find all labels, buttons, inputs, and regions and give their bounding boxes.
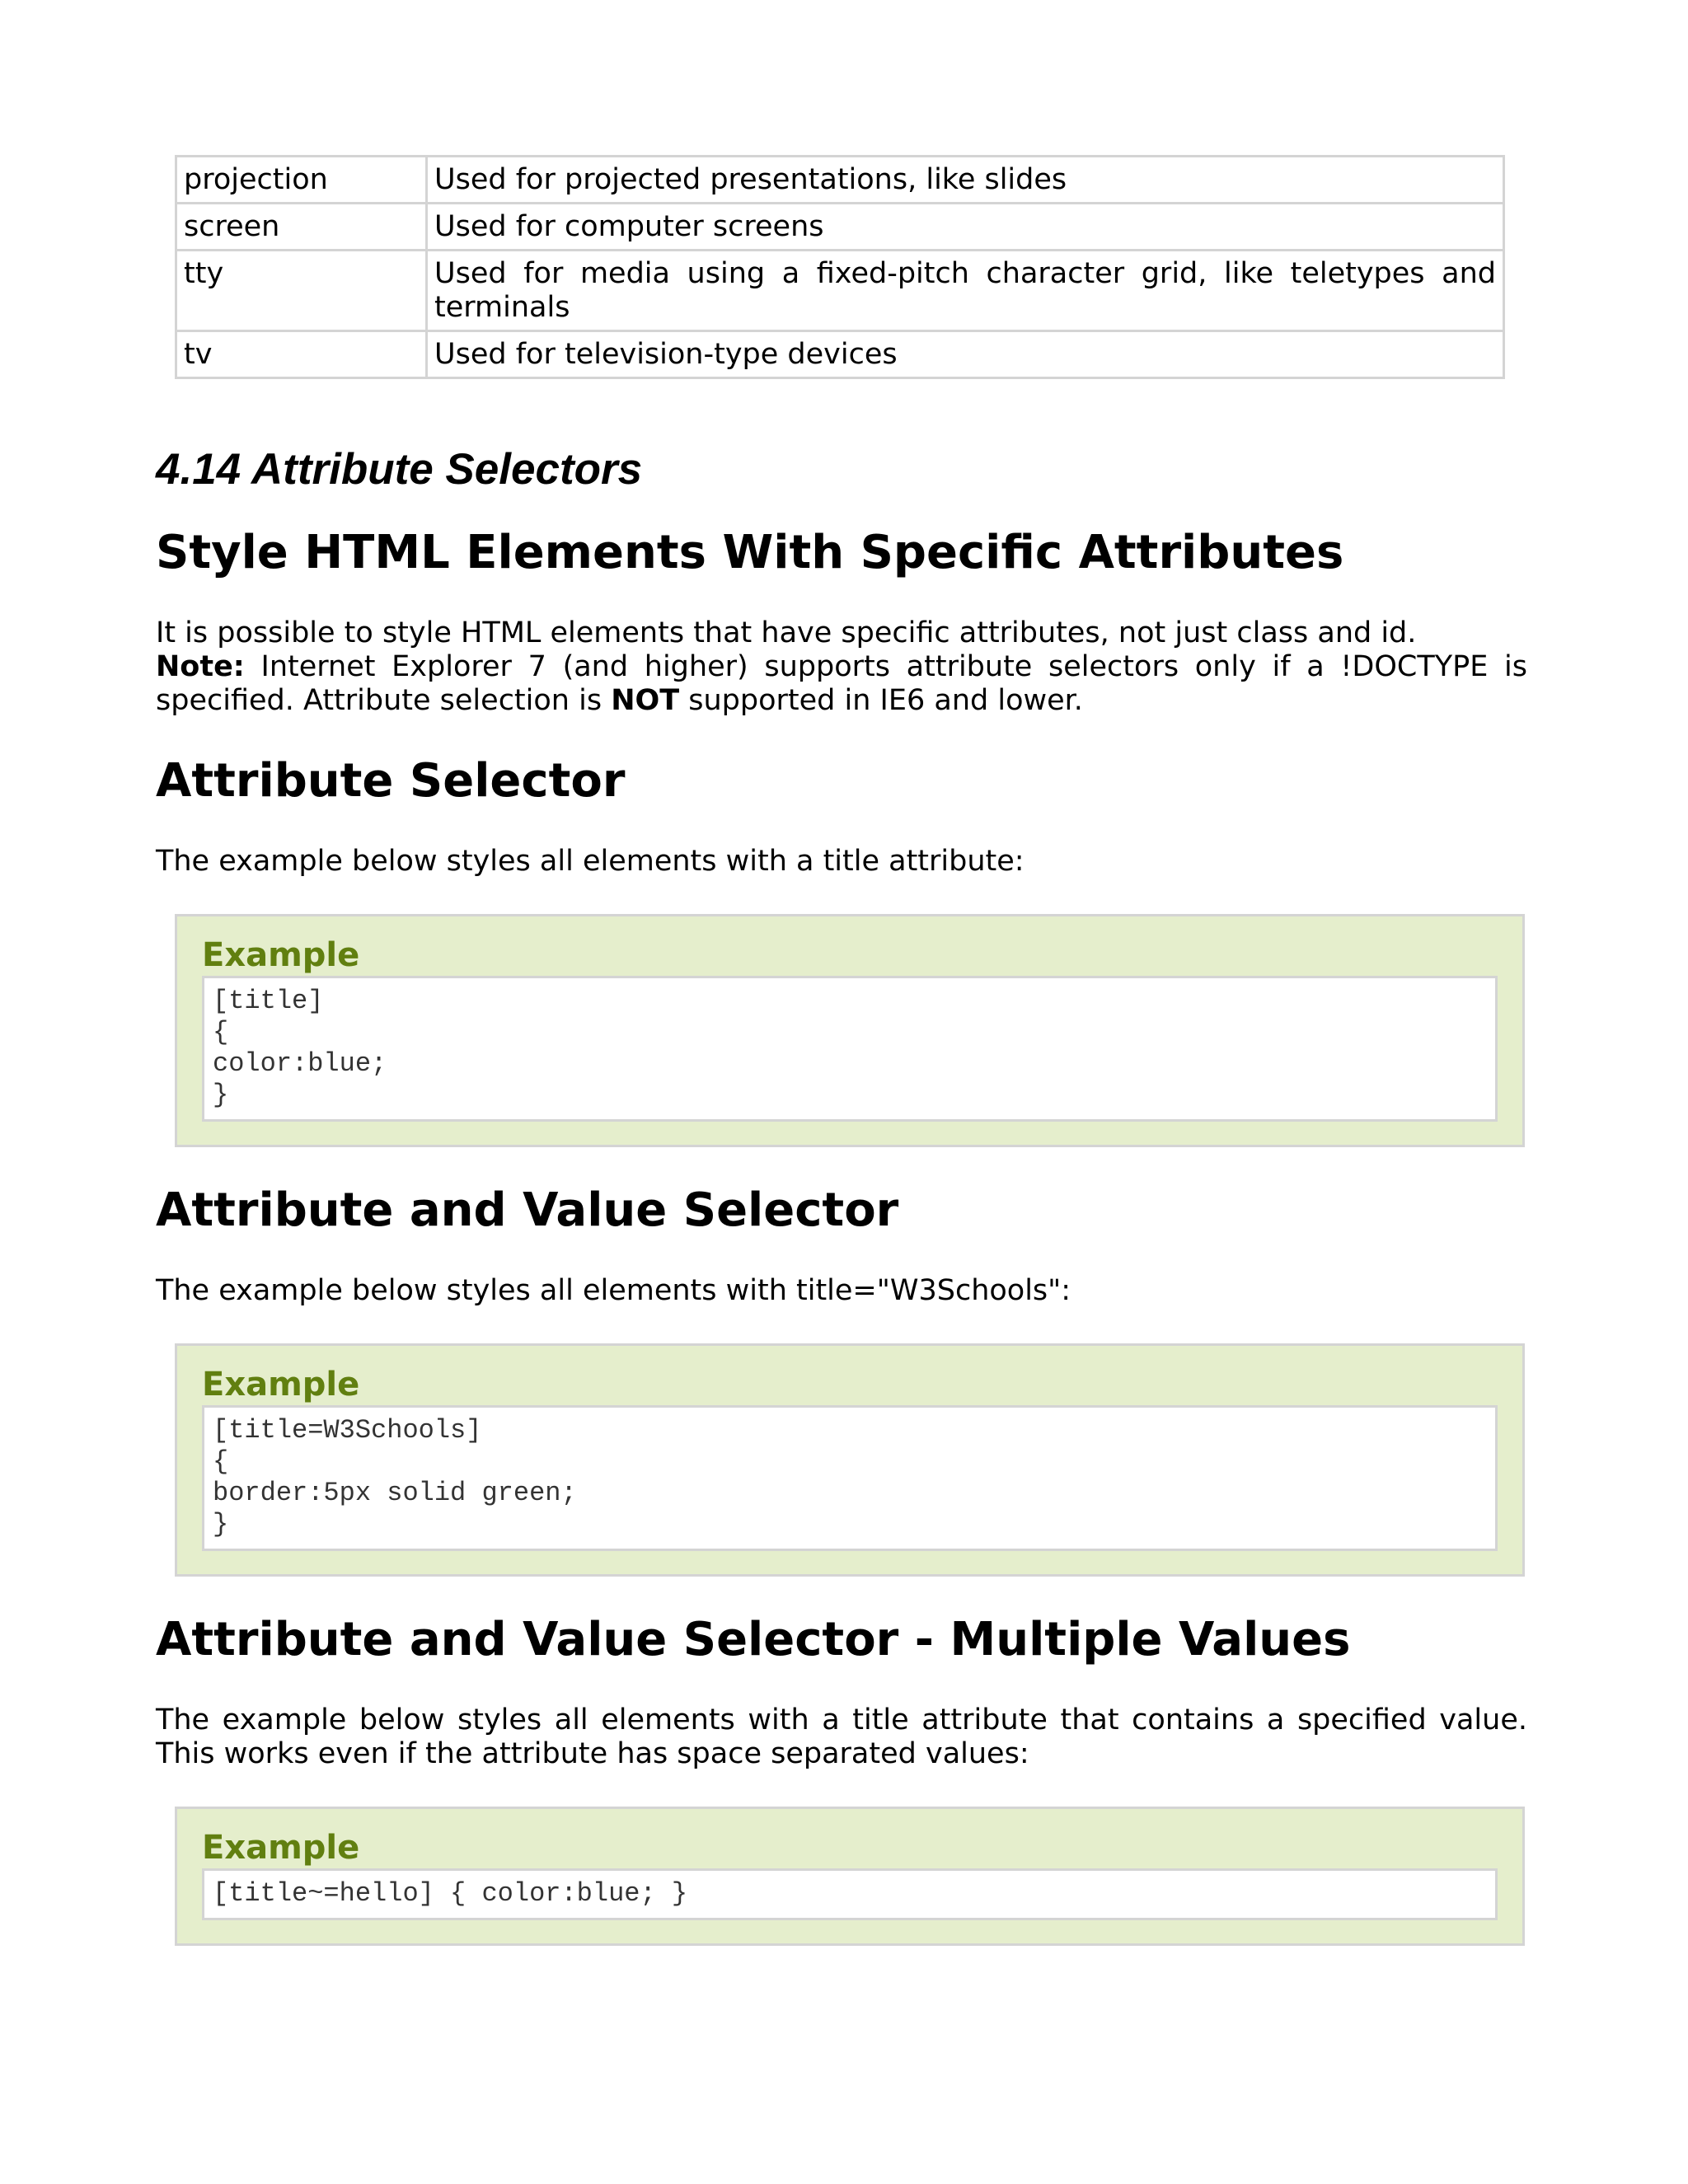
code-line: { — [213, 1017, 229, 1047]
section-title: 4.14 Attribute Selectors — [156, 445, 643, 494]
section-heading: Attribute Selector — [156, 754, 626, 808]
media-type-cell: screen — [176, 204, 427, 251]
example-label: Example — [202, 1829, 360, 1867]
media-desc-cell: Used for computer screens — [427, 204, 1504, 251]
document-page — [156, 155, 1527, 1946]
code-block — [202, 1868, 1498, 1920]
media-type-cell: tty — [176, 251, 427, 331]
code-line: color:blue; — [213, 1048, 387, 1079]
example-label: Example — [202, 1366, 360, 1404]
media-desc-cell: Used for projected presentations, like slides — [427, 157, 1504, 204]
note-label: Note: — [156, 650, 245, 683]
section-heading: Attribute and Value Selector — [156, 1183, 899, 1237]
code-block — [202, 1405, 1498, 1551]
note-bold: NOT — [611, 684, 680, 717]
table-row — [176, 157, 1504, 204]
code-line: { — [213, 1446, 229, 1477]
section-text: The example below styles all elements with a title attribute: — [156, 845, 1025, 878]
code-line: [title=W3Schools] — [213, 1415, 482, 1446]
intro-paragraph — [156, 616, 1527, 718]
media-type-cell: projection — [176, 157, 427, 204]
intro-line: It is possible to style HTML elements that have specific attributes, not just class and id. — [156, 616, 1417, 649]
code-line: border:5px solid green; — [213, 1478, 577, 1508]
main-heading: Style HTML Elements With Specific Attributes — [156, 526, 1344, 579]
example-box — [175, 1807, 1525, 1946]
media-desc-cell: Used for media using a fixed-pitch character grid, like teletypes and terminals — [427, 251, 1504, 331]
code-block — [202, 976, 1498, 1122]
code-line: } — [213, 1509, 229, 1540]
media-desc-cell: Used for television-type devices — [427, 331, 1504, 378]
table-row — [176, 251, 1504, 331]
note-text: Internet Explorer 7 (and higher) supports attribute selectors only if a !DOCTYPE is specified. Attribute selection is — [156, 650, 1527, 717]
section-text: The example below styles all elements with a title attribute that contains a specified value. This works even if the attribute has space separated values: — [156, 1704, 1527, 1770]
code-line: [title~=hello] { color:blue; } — [213, 1878, 688, 1909]
note-text-end: supported in IE6 and lower. — [679, 684, 1083, 717]
table-row — [176, 204, 1504, 251]
code-line: } — [213, 1080, 229, 1110]
table-row — [176, 331, 1504, 378]
code-line: [title] — [213, 986, 324, 1016]
example-box — [175, 914, 1525, 1147]
example-box — [175, 1343, 1525, 1577]
media-type-cell: tv — [176, 331, 427, 378]
example-label: Example — [202, 936, 360, 974]
section-text: The example below styles all elements with title="W3Schools": — [156, 1274, 1071, 1307]
section-heading: Attribute and Value Selector - Multiple Values — [156, 1613, 1351, 1666]
media-types-table — [175, 155, 1505, 379]
